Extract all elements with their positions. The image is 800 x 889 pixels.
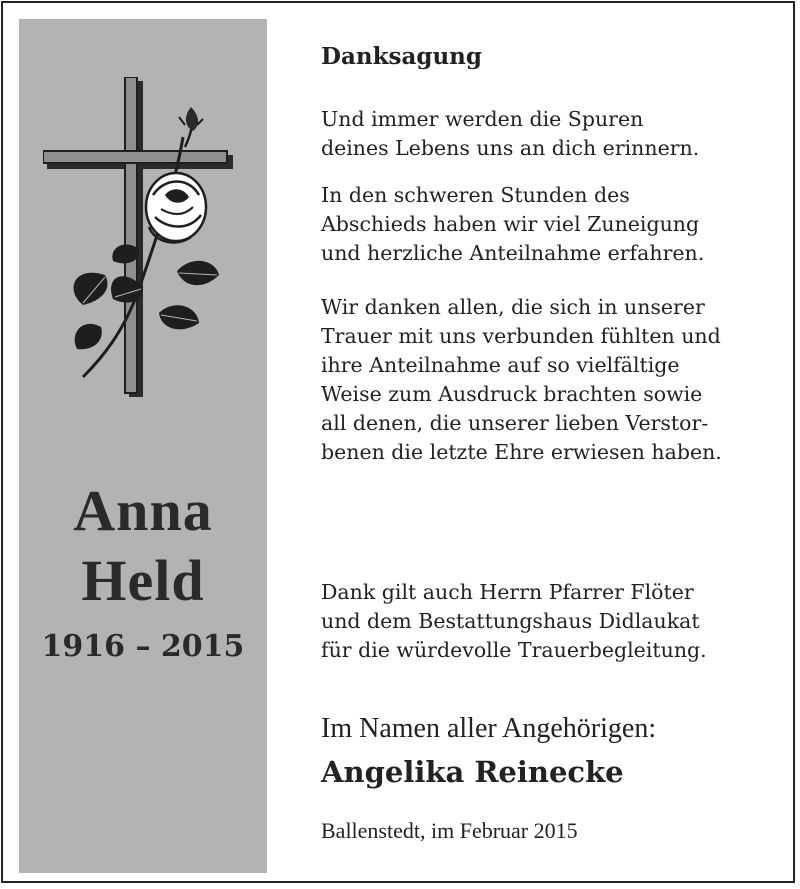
- text-line: Weise zum Ausdruck brachten sowie: [321, 382, 703, 406]
- signer-name: Angelika Reinecke: [321, 755, 624, 789]
- text-line: Und immer werden die Spuren: [321, 107, 644, 131]
- family-line: Im Namen aller Angehörigen:: [321, 713, 657, 744]
- obituary-card: [1, 1, 795, 883]
- page-title: Danksagung: [321, 43, 482, 70]
- paragraph-memory: [321, 105, 699, 163]
- paragraph-pastor-thanks: [321, 578, 707, 665]
- text-line: all denen, die unserer lieben Verstor-: [321, 411, 709, 435]
- text-line: Wir danken allen, die sich in unserer: [321, 295, 705, 319]
- text-line: ihre Anteilnahme auf so vielfältige: [321, 353, 680, 377]
- text-line: für die würdevolle Trauerbegleitung.: [321, 638, 707, 662]
- text-line: Abschieds haben wir viel Zuneigung: [321, 212, 700, 236]
- paragraph-thanks: [321, 293, 722, 467]
- memorial-sidebar: [19, 19, 267, 873]
- text-line: In den schweren Stunden des: [321, 183, 630, 207]
- text-line: Trauer mit uns verbunden fühlten und: [321, 324, 721, 348]
- text-line: deines Lebens uns an dich erinnern.: [321, 136, 700, 160]
- text-line: und dem Bestattungshaus Didlaukat: [321, 609, 700, 633]
- text-line: Dank gilt auch Herrn Pfarrer Flöter: [321, 580, 694, 604]
- deceased-first-name: Anna: [73, 478, 213, 543]
- deceased-last-name: Held: [81, 548, 205, 613]
- life-years: 1916 – 2015: [41, 629, 245, 664]
- text-line: benen die letzte Ehre erwiesen haben.: [321, 440, 722, 464]
- text-line: und herzliche Anteilnahme erfahren.: [321, 241, 705, 265]
- paragraph-sympathy: [321, 181, 704, 268]
- cross-with-rose-icon: [43, 77, 233, 397]
- place-date: Ballenstedt, im Februar 2015: [321, 818, 578, 843]
